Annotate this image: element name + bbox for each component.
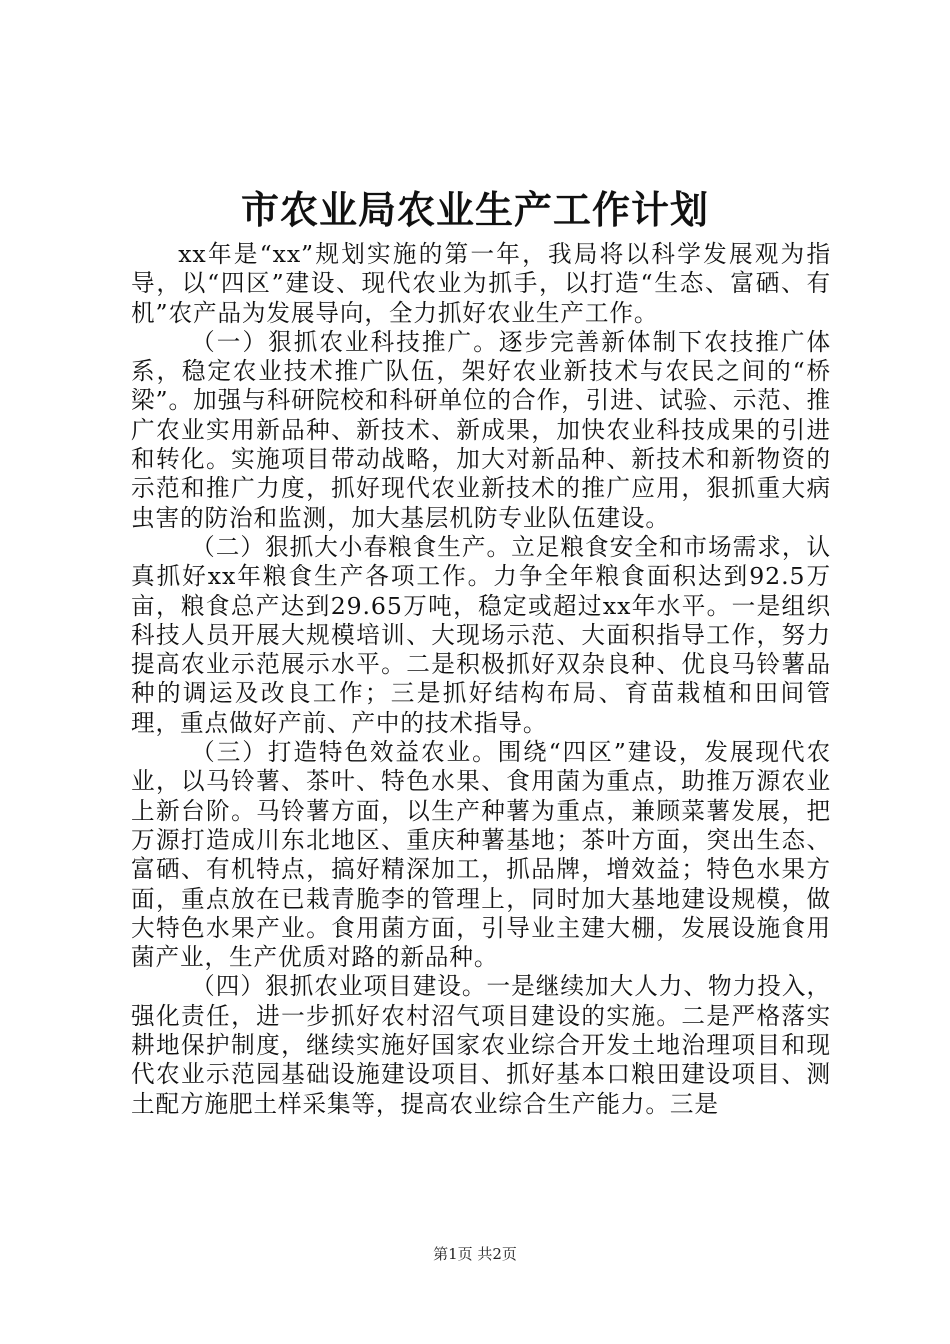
document-body	[131, 240, 831, 1119]
paragraph-project-construction: （四）狠抓农业项目建设。一是继续加大人力、物力投入，强化责任，进一步抓好农村沼气项目建设的实施。二是严格落实耕地保护制度，继续实施好国家农业综合开发土地治理项目和现代农业示范园基础设施建设项目、抓好基本口粮田建设项目、测土配方施肥土样采集等，提高农业综合生产能力。三是	[131, 972, 831, 1118]
paragraph-intro: xx年是“xx”规划实施的第一年，我局将以科学发展观为指导，以“四区”建设、现代农业为抓手，以打造“生态、富硒、有机”农产品为发展导向，全力抓好农业生产工作。	[131, 240, 831, 327]
page-number-footer: 第1页 共2页	[433, 1245, 517, 1263]
paragraph-grain-production: （二）狠抓大小春粮食生产。立足粮食安全和市场需求，认真抓好xx年粮食生产各项工作。力争全年粮食面积达到92.5万亩，粮食总产达到29.65万吨，稳定或超过xx年水平。一是组织科技人员开展大规模培训、大现场示范、大面积指导工作，努力提高农业示范展示水平。二是积极抓好双杂良种、优良马铃薯品种的调运及改良工作；三是抓好结构布局、育苗栽植和田间管理，重点做好产前、产中的技术指导。	[131, 532, 831, 737]
document-title: 市农业局农业生产工作计划	[240, 188, 709, 232]
paragraph-tech-promotion: （一）狠抓农业科技推广。逐步完善新体制下农技推广体系，稳定农业技术推广队伍，架好农业新技术与农民之间的“桥梁”。加强与科研院校和科研单位的合作，引进、试验、示范、推广农业实用新品种、新技术、新成果，加快农业科技成果的引进和转化。实施项目带动战略，加大对新品种、新技术和新物资的示范和推广力度，抓好现代农业新技术的推广应用，狠抓重大病虫害的防治和监测，加大基层机防专业队伍建设。	[131, 327, 831, 532]
paragraph-specialty-agriculture: （三）打造特色效益农业。围绕“四区”建设，发展现代农业，以马铃薯、茶叶、特色水果、食用菌为重点，助推万源农业上新台阶。马铃薯方面，以生产种薯为重点，兼顾菜薯发展，把万源打造成川东北地区、重庆种薯基地；茶叶方面，突出生态、富硒、有机特点，搞好精深加工，抓品牌，增效益；特色水果方面，重点放在已栽青脆李的管理上，同时加大基地建设规模，做大特色水果产业。食用菌方面，引导业主建大棚，发展设施食用菌产业，生产优质对路的新品种。	[131, 738, 831, 972]
